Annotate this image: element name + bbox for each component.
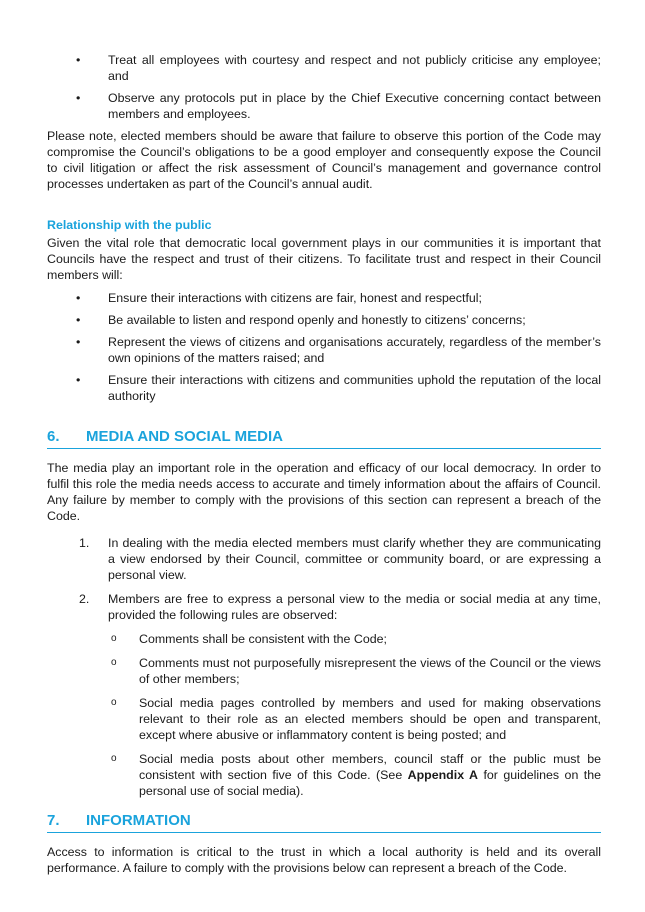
section-title: MEDIA AND SOCIAL MEDIA — [86, 428, 283, 445]
list-item: • Treat all employees with courtesy and respect and not publicly criticise any employee; and — [47, 52, 601, 84]
section-heading-information — [47, 811, 601, 833]
appendix-a-reference: Appendix A — [407, 768, 479, 782]
public-relationship-heading: Relationship with the public — [47, 218, 212, 232]
employees-note-paragraph: Please note, elected members should be aware that failure to observe this portion of the Code may compromise the Council’s obligations to be a good employer and consequently expose the Council to civil litigation or affect the risk assessment of Council’s management and governance control processes undertaken as part of the Council’s annual audit. — [47, 129, 601, 191]
section-number: 6. — [47, 428, 60, 445]
list-item: • Be available to listen and respond openly and honestly to citizens’ concerns; — [47, 312, 601, 328]
sub-text-after: for guidelines on the personal use of social media). — [139, 768, 601, 798]
list-item: • Represent the views of citizens and organisations accurately, regardless of the member’s own opinions of the matters raised; and — [47, 334, 601, 366]
section-title: INFORMATION — [86, 812, 191, 829]
sub-text-before: Social media posts about other members, council staff or the public must be consistent with section five of this Code. (See — [139, 752, 601, 782]
list-item: o Comments must not purposefully misrepresent the views of the Council or the views of other members; — [108, 655, 601, 687]
list-item — [108, 751, 601, 799]
list-item — [47, 591, 601, 799]
section-heading-media — [47, 427, 601, 449]
media-intro-paragraph: The media play an important role in the operation and efficacy of our local democracy. In order to fulfil this role the media needs access to accurate and timely information about the affairs of Council. Any failure by member to comply with the provisions of this section can represent a breach of the Code. — [47, 461, 601, 523]
media-rules-list — [47, 535, 601, 799]
item-number: 1. — [79, 536, 90, 550]
list-item: • Ensure their interactions with citizens are fair, honest and respectful; — [47, 290, 601, 306]
section-number: 7. — [47, 812, 60, 829]
page-content — [47, 52, 601, 876]
public-relationship-list — [47, 290, 601, 404]
list-item — [47, 535, 601, 583]
item-number: 2. — [79, 592, 90, 606]
list-item: • Ensure their interactions with citizens and communities uphold the reputation of the local authority — [47, 372, 601, 404]
employee-conduct-list — [47, 52, 601, 122]
public-relationship-intro: Given the vital role that democratic local government plays in our communities it is important that Councils have the respect and trust of their citizens. To facilitate trust and respect in their Council members will: — [47, 236, 601, 282]
item-text: Members are free to express a personal view to the media or social media at any time, provided the following rules are observed: — [108, 592, 601, 622]
list-item: o Social media pages controlled by members and used for making observations relevant to their role as an elected members should be open and transparent, except where abusive or inflammatory content is being posted; and — [108, 695, 601, 743]
social-media-rules-list — [108, 631, 601, 799]
information-intro-paragraph: Access to information is critical to the trust in which a local authority is held and its overall performance. A failure to comply with the provisions below can represent a breach of the Code. — [47, 845, 601, 875]
item-text: In dealing with the media elected members must clarify whether they are communicating a view endorsed by their Council, committee or community board, or are expressing a personal view. — [108, 536, 601, 582]
list-item: o Comments shall be consistent with the Code; — [108, 631, 601, 647]
list-item: • Observe any protocols put in place by the Chief Executive concerning contact between members and employees. — [47, 90, 601, 122]
